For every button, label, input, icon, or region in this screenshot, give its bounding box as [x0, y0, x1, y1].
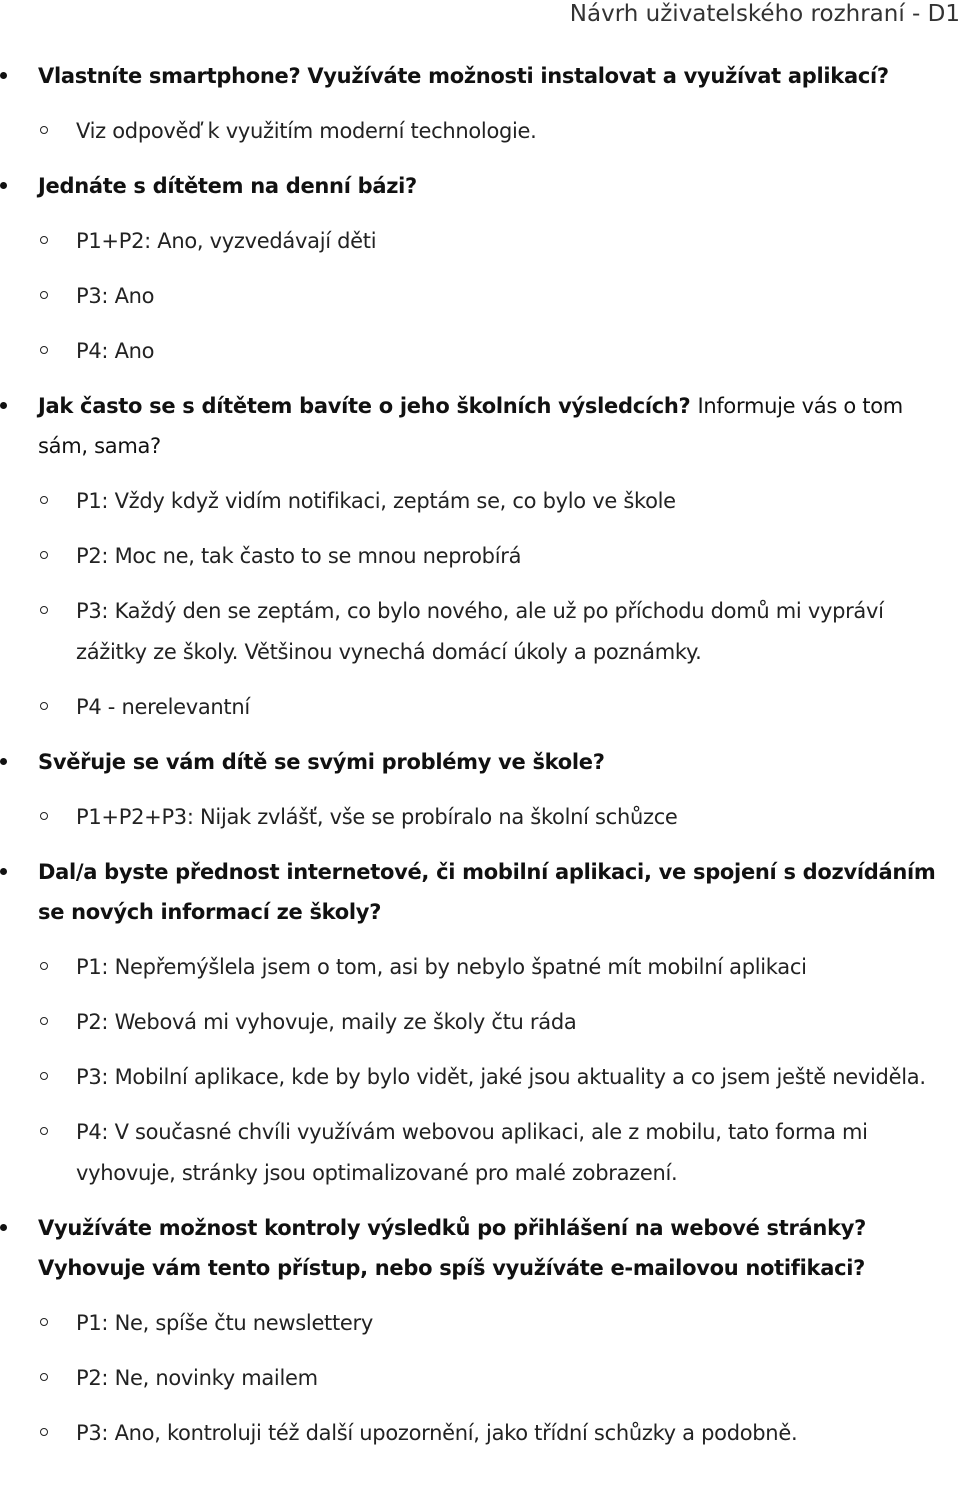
answer-text: P1: Vždy když vidím notifikaci, zeptám se, co bylo ve škole — [76, 489, 676, 513]
answer-text: P2: Ne, novinky mailem — [76, 1366, 318, 1390]
circle-bullet-icon — [40, 126, 48, 134]
circle-bullet-icon — [40, 346, 48, 354]
page-header-title: Návrh uživatelského rozhraní - D1 — [569, 1, 960, 27]
question-text: Svěřuje se vám dítě se svými problémy ve škole? — [38, 750, 605, 774]
answer-text: P1+P2+P3: Nijak zvlášť, vše se probíralo na školní schůzce — [76, 805, 678, 829]
circle-bullet-icon — [40, 1428, 48, 1436]
answer-text: P4: V současné chvíli využívám webovou aplikaci, ale z mobilu, tato forma mi vyhovuje, stránky jsou optimalizované pro malé zobrazení. — [76, 1120, 868, 1185]
circle-bullet-icon — [40, 551, 48, 559]
circle-bullet-icon — [40, 236, 48, 244]
answer-item — [0, 536, 960, 577]
circle-bullet-icon — [40, 291, 48, 299]
answer-item — [0, 481, 960, 522]
answer-text: P3: Ano — [76, 284, 155, 308]
circle-bullet-icon — [40, 812, 48, 820]
circle-bullet-icon — [40, 1318, 48, 1326]
circle-bullet-icon — [40, 1373, 48, 1381]
answer-text: P3: Mobilní aplikace, kde by bylo vidět, jaké jsou aktuality a co jsem ještě neviděla. — [76, 1065, 926, 1089]
bullet-icon — [0, 72, 7, 79]
circle-bullet-icon — [40, 606, 48, 614]
circle-bullet-icon — [40, 1072, 48, 1080]
question-text: Dal/a byste přednost internetové, či mobilní aplikaci, ve spojení s dozvídáním se nových informací ze školy? — [38, 860, 936, 924]
question-item — [0, 852, 960, 932]
bullet-icon — [0, 868, 7, 875]
circle-bullet-icon — [40, 702, 48, 710]
answer-text: Viz odpověď k využitím moderní technologie. — [76, 119, 537, 143]
answer-text: P2: Moc ne, tak často to se mnou neprobírá — [76, 544, 522, 568]
question-text: Vlastníte smartphone? Využíváte možnosti instalovat a využívat aplikací? — [38, 64, 889, 88]
question-text: Využíváte možnost kontroly výsledků po přihlášení na webové stránky? Vyhovuje vám tento přístup, nebo spíš využíváte e-mailovou notifikaci? — [38, 1216, 867, 1280]
answer-text: P4 - nerelevantní — [76, 695, 250, 719]
answer-text: P3: Každý den se zeptám, co bylo nového, ale už po příchodu domů mi vypráví zážitky ze školy. Většinou vynechá domácí úkoly a poznámky. — [76, 599, 884, 664]
question-extra-text: Informuje vás o tom sám, sama? — [38, 394, 903, 458]
answer-item — [0, 1358, 960, 1399]
answer-item — [0, 221, 960, 262]
question-text: Jak často se s dítětem bavíte o jeho školních výsledcích? — [38, 394, 691, 418]
answer-item — [0, 591, 960, 673]
circle-bullet-icon — [40, 1017, 48, 1025]
question-item — [0, 742, 960, 782]
bullet-icon — [0, 402, 7, 409]
answer-text: P1+P2: Ano, vyzvedávají děti — [76, 229, 377, 253]
question-text: Jednáte s dítětem na denní bázi? — [38, 174, 417, 198]
answer-text: P1: Ne, spíše čtu newslettery — [76, 1311, 374, 1335]
answer-item — [0, 947, 960, 988]
answer-item — [0, 1002, 960, 1043]
answer-item — [0, 687, 960, 728]
answer-text: P2: Webová mi vyhovuje, maily ze školy čtu ráda — [76, 1010, 577, 1034]
answer-item — [0, 1303, 960, 1344]
answer-item — [0, 276, 960, 317]
circle-bullet-icon — [40, 962, 48, 970]
answer-text: P1: Nepřemýšlela jsem o tom, asi by nebylo špatné mít mobilní aplikaci — [76, 955, 807, 979]
answer-item — [0, 1413, 960, 1454]
answer-item — [0, 331, 960, 372]
answer-item — [0, 1057, 960, 1098]
answer-text: P3: Ano, kontroluji též další upozornění, jako třídní schůzky a podobně. — [76, 1421, 798, 1445]
circle-bullet-icon — [40, 496, 48, 504]
bullet-icon — [0, 758, 7, 765]
bullet-icon — [0, 1224, 7, 1231]
answer-item — [0, 797, 960, 838]
question-item — [0, 166, 960, 206]
question-item — [0, 1208, 960, 1288]
circle-bullet-icon — [40, 1127, 48, 1135]
bullet-icon — [0, 182, 7, 189]
answer-text: P4: Ano — [76, 339, 155, 363]
question-item — [0, 386, 960, 466]
answer-item — [0, 1112, 960, 1194]
answer-item — [0, 111, 960, 152]
question-item — [0, 56, 960, 96]
questionnaire — [0, 56, 960, 1468]
